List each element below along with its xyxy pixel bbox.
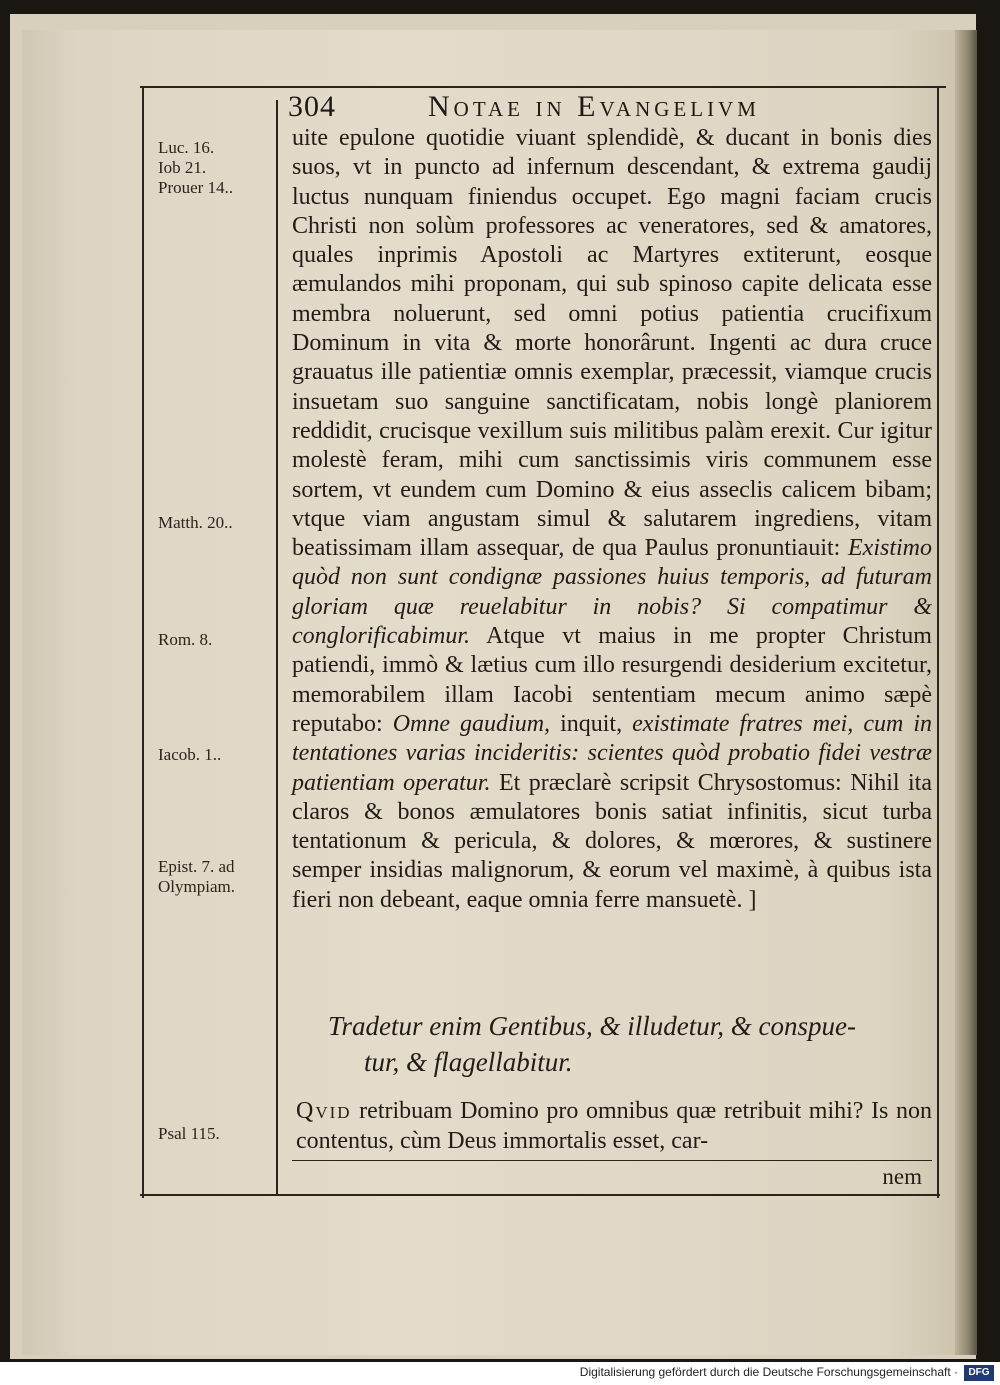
second-paragraph: [296, 1096, 932, 1156]
right-rule: [937, 88, 939, 1198]
running-title: Notae in Evangelivm: [428, 90, 760, 123]
main-paragraph: [292, 124, 932, 915]
funding-credit: Digitalisierung gefördert durch die Deutsche Forschungsgemeinschaft ·: [579, 1365, 958, 1379]
text-plain: Atque vt maius in me propter Christum patiendi, immò & lætius cum illo resurgendi desiderium excitetur, memorabilem illam Iacobi sententiam mecum animo sæpè reputabo:: [292, 623, 932, 737]
margin-note-rom: Rom. 8.: [158, 630, 213, 649]
scripture-quote: Existimo quòd non sunt condignæ passiones huius temporis, ad futuram gloriam quæ reuelabitur in nobis? Si compatimur & conglorificabimur.: [292, 535, 933, 650]
left-rule: [142, 88, 144, 1198]
margin-note-matth: Matth. 20..: [158, 513, 233, 532]
page-number: 304: [288, 90, 336, 123]
catchword: nem: [882, 1164, 922, 1189]
scripture-quote: Omne gaudium,: [392, 710, 551, 737]
bottom-rule: [140, 1194, 940, 1196]
footer-bar: [0, 1362, 1000, 1385]
lemma-line-1: Tradetur enim Gentibus, & illudetur, & conspue-: [328, 1011, 856, 1041]
inner-rule: [276, 100, 278, 1195]
scripture-quote: existimate fratres mei, cum in tentationes varias incideritis: scientes quòd probatio fidei vestræ patientiam operatur.: [292, 710, 933, 796]
paragraph-initial: Qvid: [296, 1098, 352, 1124]
text-bottom-rule: [292, 1160, 932, 1161]
margin-note-luc: Luc. 16. Iob 21. Prouer 14..: [158, 138, 234, 197]
lemma-line-2: tur, & flagellabitur.: [364, 1047, 573, 1077]
text-plain: retribuam Domino pro omnibus quæ retribuit mihi? Is non contentus, cùm Deus immortalis esset, car-: [296, 1098, 933, 1154]
top-rule: [140, 86, 946, 88]
margin-note-iacob: Iacob. 1..: [158, 745, 222, 764]
text-plain: inquit,: [560, 710, 623, 737]
text-plain: Et præclarè scripsit Chrysostomus: Nihil ita claros & bonos æmulatores bonis satiat infinitis, sicut turba tentationum & pericula, & dolores, & mœrores, & sustinere semper insidias malignorum, & eorum vel maximè, à quibus ista fieri non debeant, eaque omnia ferre mansuetè. ]: [292, 769, 933, 913]
running-header: [288, 90, 928, 124]
dfg-logo-icon: DFG: [964, 1365, 994, 1381]
text-plain: uite epulone quotidie viuant splendidè, & ducant in bonis dies suos, vt in puncto ad infernum descendant, & extrema gaudij luctus nunquam finiendus occupet. Ego magni faciam crucis Christi non solùm professores ac veneratores, sed & amatores, quales inprimis Apostoli ac Martyres extiterunt, eosque æmulandos mihi proponam, qui sub spinoso capite delicata esse membra noluerunt, sed omni potius patientia crucifixum Dominum in vita & morte honorârunt. Ingenti ac dura cruce grauatus ille patientiæ omnis exemplar, præcessit, viamque crucis insuetam suo sanguine sanctificatam, nobis longè planiorem reddidit, crucisque vexillum suis militibus palàm erexit. Cur igitur molestè feram, mihi cum sanctissimis viris communem esse sortem, vt eundem cum Domino & eius asseclis calicem bibam; vtque viam angustam simul & salutarem ingrediens, vitam beatissimam illam assequar, de qua Paulus pronuntiauit:: [292, 125, 932, 562]
lemma-quote: [328, 1008, 928, 1080]
page-spine-shadow: [955, 30, 977, 1355]
margin-note-epist: Epist. 7. ad Olympiam.: [158, 857, 235, 896]
margin-note-psal: Psal 115.: [158, 1124, 220, 1143]
